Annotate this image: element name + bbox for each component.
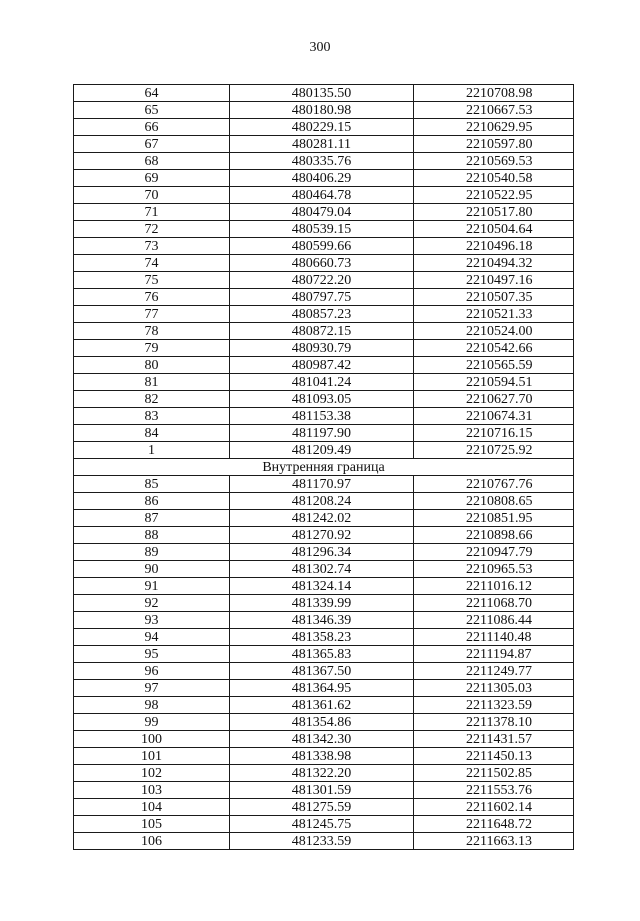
x-coordinate-cell: 481041.24 [230,374,414,391]
x-coordinate-cell: 481245.75 [230,816,414,833]
table-row [74,782,574,799]
point-number-cell: 103 [74,782,230,799]
y-coordinate-cell: 2210569.53 [414,153,574,170]
table-row [74,323,574,340]
x-coordinate-cell: 481302.74 [230,561,414,578]
x-coordinate-cell: 481346.39 [230,612,414,629]
point-number-cell: 90 [74,561,230,578]
table-row [74,561,574,578]
x-coordinate-cell: 480135.50 [230,85,414,102]
y-coordinate-cell: 2211323.59 [414,697,574,714]
x-coordinate-cell: 481275.59 [230,799,414,816]
table-row [74,204,574,221]
y-coordinate-cell: 2210517.80 [414,204,574,221]
x-coordinate-cell: 480335.76 [230,153,414,170]
y-coordinate-cell: 2210767.76 [414,476,574,493]
point-number-cell: 100 [74,731,230,748]
point-number-cell: 88 [74,527,230,544]
table-row [74,408,574,425]
point-number-cell: 89 [74,544,230,561]
point-number-cell: 97 [74,680,230,697]
point-number-cell: 106 [74,833,230,850]
x-coordinate-cell: 480229.15 [230,119,414,136]
x-coordinate-cell: 480872.15 [230,323,414,340]
y-coordinate-cell: 2211194.87 [414,646,574,663]
y-coordinate-cell: 2211431.57 [414,731,574,748]
x-coordinate-cell: 481324.14 [230,578,414,595]
y-coordinate-cell: 2211086.44 [414,612,574,629]
table-row [74,680,574,697]
point-number-cell: 95 [74,646,230,663]
point-number-cell: 74 [74,255,230,272]
y-coordinate-cell: 2210947.79 [414,544,574,561]
y-coordinate-cell: 2211016.12 [414,578,574,595]
point-number-cell: 81 [74,374,230,391]
x-coordinate-cell: 480180.98 [230,102,414,119]
point-number-cell: 77 [74,306,230,323]
point-number-cell: 73 [74,238,230,255]
table-row [74,221,574,238]
y-coordinate-cell: 2211553.76 [414,782,574,799]
y-coordinate-cell: 2211450.13 [414,748,574,765]
table-row [74,748,574,765]
table-row [74,816,574,833]
point-number-cell: 87 [74,510,230,527]
y-coordinate-cell: 2211140.48 [414,629,574,646]
table-row [74,510,574,527]
y-coordinate-cell: 2210716.15 [414,425,574,442]
table-row [74,595,574,612]
y-coordinate-cell: 2210808.65 [414,493,574,510]
table-row [74,765,574,782]
x-coordinate-cell: 480797.75 [230,289,414,306]
point-number-cell: 64 [74,85,230,102]
table-row [74,170,574,187]
point-number-cell: 75 [74,272,230,289]
point-number-cell: 94 [74,629,230,646]
x-coordinate-cell: 481233.59 [230,833,414,850]
table-row [74,578,574,595]
y-coordinate-cell: 2210497.16 [414,272,574,289]
y-coordinate-cell: 2210674.31 [414,408,574,425]
y-coordinate-cell: 2210627.70 [414,391,574,408]
point-number-cell: 105 [74,816,230,833]
x-coordinate-cell: 481208.24 [230,493,414,510]
x-coordinate-cell: 481153.38 [230,408,414,425]
x-coordinate-cell: 481209.49 [230,442,414,459]
point-number-cell: 84 [74,425,230,442]
y-coordinate-cell: 2210725.92 [414,442,574,459]
x-coordinate-cell: 481270.92 [230,527,414,544]
x-coordinate-cell: 481364.95 [230,680,414,697]
point-number-cell: 93 [74,612,230,629]
x-coordinate-cell: 481093.05 [230,391,414,408]
y-coordinate-cell: 2211502.85 [414,765,574,782]
y-coordinate-cell: 2210565.59 [414,357,574,374]
x-coordinate-cell: 481197.90 [230,425,414,442]
point-number-cell: 101 [74,748,230,765]
y-coordinate-cell: 2211663.13 [414,833,574,850]
y-coordinate-cell: 2210522.95 [414,187,574,204]
x-coordinate-cell: 480479.04 [230,204,414,221]
point-number-cell: 83 [74,408,230,425]
table-row [74,714,574,731]
x-coordinate-cell: 481342.30 [230,731,414,748]
y-coordinate-cell: 2211648.72 [414,816,574,833]
x-coordinate-cell: 480660.73 [230,255,414,272]
point-number-cell: 102 [74,765,230,782]
section-row [74,459,574,476]
table-row [74,153,574,170]
x-coordinate-cell: 481361.62 [230,697,414,714]
table-row [74,442,574,459]
point-number-cell: 71 [74,204,230,221]
point-number-cell: 76 [74,289,230,306]
point-number-cell: 80 [74,357,230,374]
x-coordinate-cell: 480406.29 [230,170,414,187]
table-row [74,646,574,663]
x-coordinate-cell: 481365.83 [230,646,414,663]
x-coordinate-cell: 481339.99 [230,595,414,612]
table-row [74,340,574,357]
table-row [74,119,574,136]
table-row [74,357,574,374]
point-number-cell: 72 [74,221,230,238]
coordinates-table [73,84,574,850]
y-coordinate-cell: 2210504.64 [414,221,574,238]
y-coordinate-cell: 2210542.66 [414,340,574,357]
y-coordinate-cell: 2210524.00 [414,323,574,340]
y-coordinate-cell: 2210965.53 [414,561,574,578]
point-number-cell: 92 [74,595,230,612]
x-coordinate-cell: 481338.98 [230,748,414,765]
y-coordinate-cell: 2210898.66 [414,527,574,544]
table-row [74,697,574,714]
table-row [74,289,574,306]
point-number-cell: 66 [74,119,230,136]
x-coordinate-cell: 480987.42 [230,357,414,374]
table-row [74,663,574,680]
point-number-cell: 91 [74,578,230,595]
x-coordinate-cell: 480281.11 [230,136,414,153]
point-number-cell: 79 [74,340,230,357]
table-row [74,544,574,561]
table-row [74,255,574,272]
y-coordinate-cell: 2210597.80 [414,136,574,153]
point-number-cell: 104 [74,799,230,816]
x-coordinate-cell: 481296.34 [230,544,414,561]
x-coordinate-cell: 480930.79 [230,340,414,357]
point-number-cell: 67 [74,136,230,153]
table-row [74,527,574,544]
x-coordinate-cell: 480599.66 [230,238,414,255]
y-coordinate-cell: 2210708.98 [414,85,574,102]
x-coordinate-cell: 480857.23 [230,306,414,323]
point-number-cell: 69 [74,170,230,187]
point-number-cell: 99 [74,714,230,731]
table-row [74,272,574,289]
y-coordinate-cell: 2210507.35 [414,289,574,306]
table-row [74,85,574,102]
y-coordinate-cell: 2211249.77 [414,663,574,680]
y-coordinate-cell: 2210629.95 [414,119,574,136]
table-row [74,731,574,748]
page-number: 300 [309,40,331,55]
table-row [74,102,574,119]
table-row [74,612,574,629]
table-row [74,493,574,510]
point-number-cell: 70 [74,187,230,204]
x-coordinate-cell: 481322.20 [230,765,414,782]
section-title: Внутренняя граница [74,459,574,476]
x-coordinate-cell: 481242.02 [230,510,414,527]
x-coordinate-cell: 481358.23 [230,629,414,646]
x-coordinate-cell: 481367.50 [230,663,414,680]
point-number-cell: 98 [74,697,230,714]
table-row [74,799,574,816]
table-row [74,187,574,204]
x-coordinate-cell: 481170.97 [230,476,414,493]
table-row [74,391,574,408]
coordinates-table-body [74,85,574,850]
point-number-cell: 65 [74,102,230,119]
y-coordinate-cell: 2211068.70 [414,595,574,612]
y-coordinate-cell: 2211378.10 [414,714,574,731]
table-row [74,629,574,646]
point-number-cell: 85 [74,476,230,493]
y-coordinate-cell: 2210496.18 [414,238,574,255]
table-row [74,833,574,850]
table-row [74,476,574,493]
y-coordinate-cell: 2210521.33 [414,306,574,323]
y-coordinate-cell: 2210540.58 [414,170,574,187]
y-coordinate-cell: 2210594.51 [414,374,574,391]
y-coordinate-cell: 2210494.32 [414,255,574,272]
x-coordinate-cell: 480722.20 [230,272,414,289]
point-number-cell: 96 [74,663,230,680]
x-coordinate-cell: 480464.78 [230,187,414,204]
point-number-cell: 82 [74,391,230,408]
point-number-cell: 86 [74,493,230,510]
x-coordinate-cell: 481301.59 [230,782,414,799]
point-number-cell: 78 [74,323,230,340]
y-coordinate-cell: 2210851.95 [414,510,574,527]
table-row [74,374,574,391]
y-coordinate-cell: 2211602.14 [414,799,574,816]
x-coordinate-cell: 480539.15 [230,221,414,238]
y-coordinate-cell: 2210667.53 [414,102,574,119]
x-coordinate-cell: 481354.86 [230,714,414,731]
table-row [74,238,574,255]
point-number-cell: 1 [74,442,230,459]
y-coordinate-cell: 2211305.03 [414,680,574,697]
table-row [74,136,574,153]
table-row [74,306,574,323]
point-number-cell: 68 [74,153,230,170]
table-row [74,425,574,442]
